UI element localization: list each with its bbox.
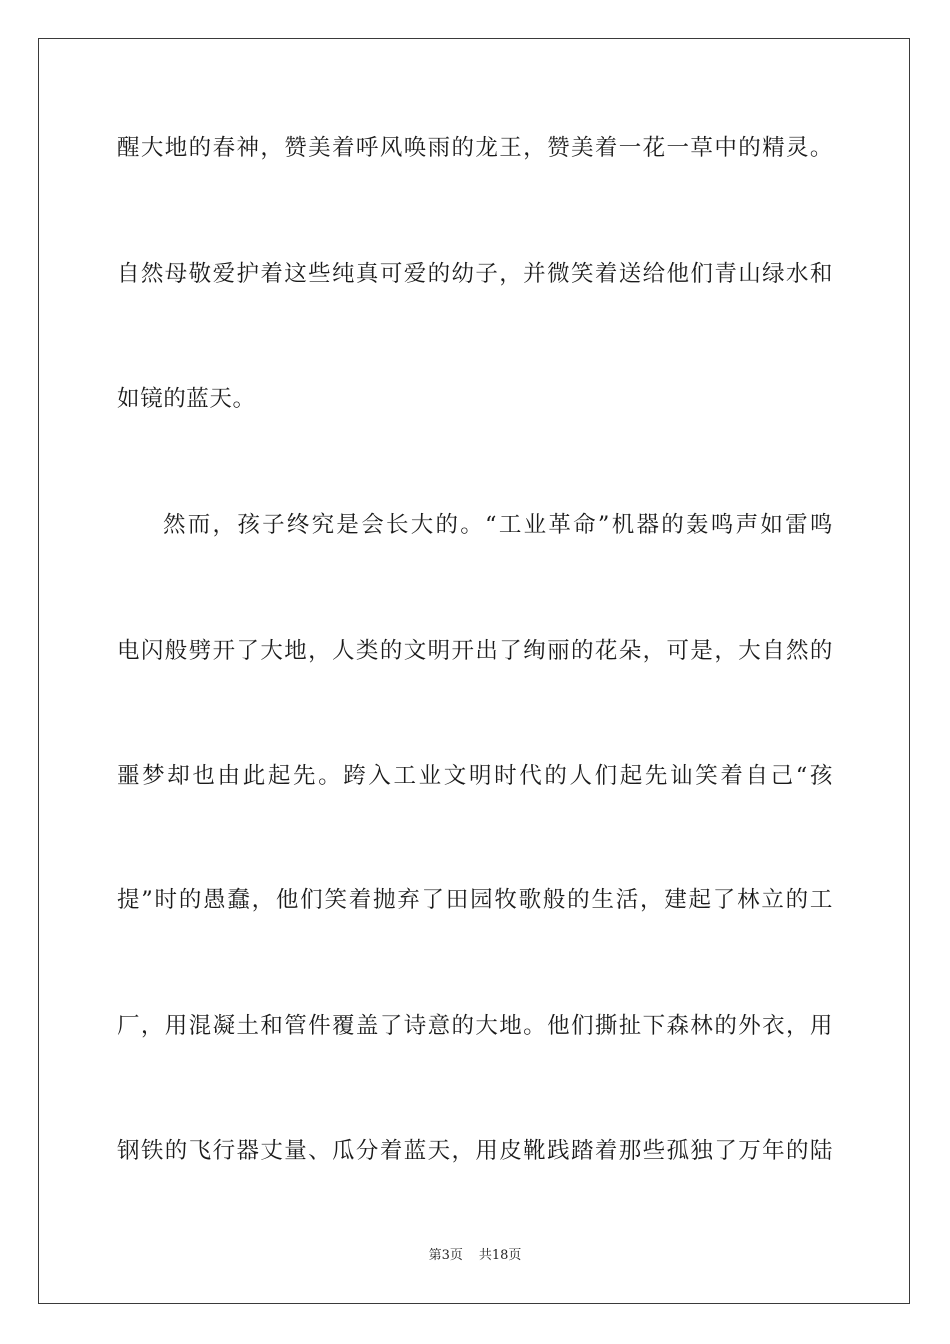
text-line: 自然母敬爱护着这些纯真可爱的幼子，并微笑着送给他们青山绿水和: [117, 261, 833, 287]
text-line: 电闪般劈开了大地，人类的文明开出了绚丽的花朵，可是，大自然的: [117, 638, 833, 664]
text-line: 钢铁的飞行器丈量、瓜分着蓝天，用皮靴践踏着那些孤独了万年的陆: [117, 1138, 833, 1164]
page-footer: [0, 1247, 950, 1265]
text-line: 如镜的蓝天。: [117, 386, 256, 412]
page-number: 第3页: [428, 1248, 463, 1263]
text-line: 提”时的愚蠢，他们笑着抛弃了田园牧歌般的生活，建起了林立的工: [117, 887, 833, 913]
text-line: 然而，孩子终究是会长大的。“工业革命”机器的轰鸣声如雷鸣: [163, 512, 833, 538]
text-line: 厂，用混凝土和管件覆盖了诗意的大地。他们撕扯下森林的外衣，用: [117, 1013, 833, 1039]
page-total: 共18页: [478, 1248, 522, 1263]
text-line: 醒大地的春神，赞美着呼风唤雨的龙王，赞美着一花一草中的精灵。: [117, 135, 833, 161]
text-line: 噩梦却也由此起先。跨入工业文明时代的人们起先讪笑着自己“孩: [117, 763, 833, 789]
page-border: [38, 38, 910, 1304]
